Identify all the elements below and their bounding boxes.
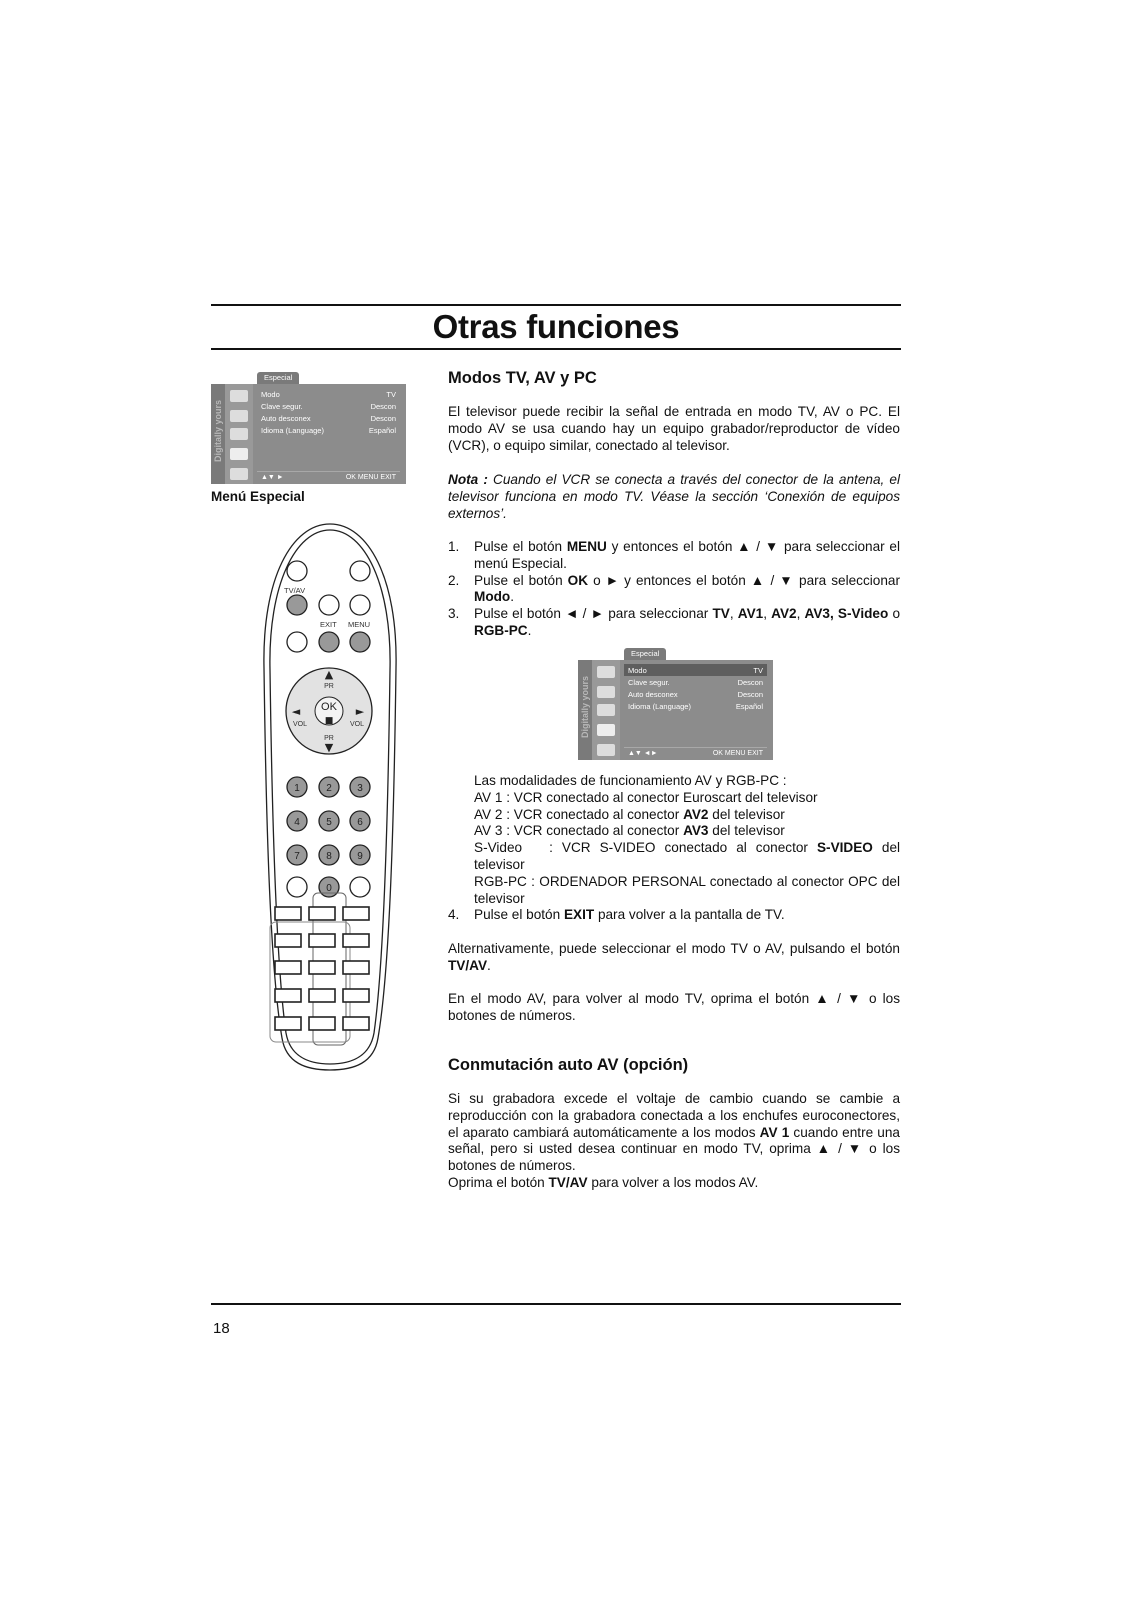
rect-button-2-1[interactable] [275,934,301,947]
rect-button-3-1[interactable] [275,961,301,974]
sound-icon [597,686,615,698]
osd-row-idioma: Idioma (Language) Español [628,701,763,711]
osd-icon-column [225,384,253,484]
picture-icon [597,666,615,678]
pr-up-icon[interactable]: ▲ [324,668,334,681]
qview-button[interactable] [350,877,370,897]
mode-av2: AV 2 : VCR conectado al conector AV2 del televisor [474,806,785,822]
screen-icon [230,468,248,480]
vol-right-label: VOL [349,721,365,728]
pr-up-label: PR [324,683,334,690]
mode-rgbpc: RGB-PC : ORDENADOR PERSONAL conectado al conector OPC del televisor [474,873,900,906]
rect-button-5-1[interactable] [275,1017,301,1030]
digit-label-1: 1 [294,783,300,794]
osd-row-auto: Auto desconex Descon [261,413,396,423]
rect-button-5-3[interactable] [343,1017,369,1030]
note-paragraph: Nota : Cuando el VCR se conecta a través del conector de la antena, el televisor funciona en modo TV. Véase la sección ‘Conexión de equipos externos’. [448,472,900,521]
digit-label-6: 6 [357,817,363,828]
special-icon [597,724,615,736]
osd-side-text: Digitally yours [580,676,590,739]
osd-frame [578,660,773,760]
osd-menu-especial-modo [578,648,773,760]
bottom-rule [211,1303,901,1305]
rect-button-1-1[interactable] [275,907,301,920]
sound-icon [230,410,248,422]
digit-label-5: 5 [326,817,332,828]
vol-left-icon[interactable]: ◄ [291,705,301,718]
rect-buttons [275,907,369,1030]
modes-list [474,773,904,907]
steps-list-continued [448,907,900,924]
special-icon [230,448,248,460]
osd-side-text: Digitally yours [213,400,223,463]
ok-label: OK [321,701,337,713]
osd-row-auto: Auto desconex Descon [628,689,763,699]
rect-button-4-3[interactable] [343,989,369,1002]
osd-row-clave: Clave segur. Descon [261,401,396,411]
modes-intro: Las modalidades de funcionamiento AV y RGB-PC : [474,773,787,788]
time-icon [597,704,615,716]
step-4: 4. Pulse el botón EXIT para volver a la pantalla de TV. [448,907,785,922]
osd-row-modo: Modo TV [261,389,396,399]
section-heading-conmutacion: Conmutación auto AV (opción) [448,1056,689,1074]
stop-icon: ■ [324,716,334,726]
osd-row-modo-selected: Modo TV [624,664,767,676]
rect-button-1-3[interactable] [343,907,369,920]
tvav-button[interactable] [287,595,307,615]
title-underline [211,348,901,350]
rect-button-2-2[interactable] [309,934,335,947]
screen-icon [597,744,615,756]
rect-button-3-3[interactable] [343,961,369,974]
vol-right-icon[interactable]: ► [355,705,365,718]
function-button-2[interactable] [319,632,339,652]
vol-left-label: VOL [292,721,308,728]
steps-list [448,539,900,640]
digit-label-2: 2 [326,783,332,794]
tvav-label: TV/AV [284,586,306,595]
rect-button-2-3[interactable] [343,934,369,947]
menu-caption: Menú Especial [211,489,305,504]
digit-label-4: 4 [294,817,300,828]
step-2: 2. Pulse el botón OK o ► y entonces el botón ▲ / ▼ para seleccionar Modo. [448,572,901,605]
step-3: 3. Pulse el botón ◄ / ► para seleccionar TV, AV1, AV2, AV3, S-Video o RGB-PC. [448,606,900,638]
osd-icon-column [592,660,620,760]
osd-row-clave: Clave segur. Descon [628,677,763,687]
osd-tab: Especial [624,648,666,660]
osd-row-idioma: Idioma (Language) Español [261,425,396,435]
alternative-paragraph: Alternativamente, puede seleccionar el modo TV o AV, pulsando el botón TV/AV. [448,941,900,973]
pr-down-icon[interactable]: ▼ [324,741,334,754]
page-number: 18 [213,1320,230,1337]
function-button-3[interactable] [350,632,370,652]
rect-button-1-2[interactable] [309,907,335,920]
digit-label-8: 8 [326,851,332,862]
osd-menu-especial [211,372,406,484]
mode-av1: AV 1 : VCR conectado al conector Euroscart del televisor [474,789,818,805]
mode-av3: AV 3 : VCR conectado al conector AV3 del televisor [474,823,785,839]
exit-button[interactable] [319,595,339,615]
pr-down-label: PR [324,735,334,742]
list-button[interactable] [287,877,307,897]
osd-tab: Especial [257,372,299,384]
rect-button-4-2[interactable] [309,989,335,1002]
conmutacion-paragraph: Si su grabadora excede el voltaje de cambio cuando se cambie a reproducción con la grabadora conectada a los enchufes euroconectores, el aparato cambiará automáticamente a los modos AV 1 cuando entre una señal, pero si usted desea continuar en modo TV, oprima ▲ / ▼ o los botones de números. [448,1091,900,1174]
remote-control [262,518,398,1078]
menu-button[interactable] [350,595,370,615]
intro-paragraph: El televisor puede recibir la señal de entrada en modo TV, AV o PC. El modo AV se usa cuando hay un equipo grabador/reproductor de vídeo (VCR), o equipo similar, conectado al televisor. [448,404,900,453]
section-heading-modos: Modos TV, AV y PC [448,369,597,387]
digit-label-3: 3 [357,783,363,794]
digit-label-0: 0 [326,883,332,894]
step-1: 1. Pulse el botón MENU y entonces el botón ▲ / ▼ para seleccionar el menú Especial. [448,539,901,571]
osd-frame [211,384,406,484]
digit-label-9: 9 [357,851,363,862]
top-rule [211,304,901,306]
digit-label-7: 7 [294,851,300,862]
power-button[interactable] [287,561,307,581]
time-icon [230,428,248,440]
exit-label: EXIT [320,620,337,629]
av-mode-paragraph: En el modo AV, para volver al modo TV, oprima el botón ▲ / ▼ o los botones de números. [448,991,900,1023]
picture-icon [230,390,248,402]
conmutacion-paragraph-2: Oprima el botón TV/AV para volver a los modos AV. [448,1175,759,1190]
note-label: Nota : [448,472,488,487]
function-button-1[interactable] [287,632,307,652]
rect-button-4-1[interactable] [275,989,301,1002]
rect-button-3-2[interactable] [309,961,335,974]
rect-button-5-2[interactable] [309,1017,335,1030]
mute-button[interactable] [350,561,370,581]
osd-footer: ▲▼ ► OK MENU EXIT [257,471,400,482]
page-title: Otras funciones [432,308,680,345]
osd-footer: ▲▼ ◄► OK MENU EXIT [624,747,767,758]
menu-label: MENU [348,620,371,629]
mode-svideo: S-Video : VCR S-VIDEO conectado al conector S-VIDEO del televisor [474,840,904,872]
